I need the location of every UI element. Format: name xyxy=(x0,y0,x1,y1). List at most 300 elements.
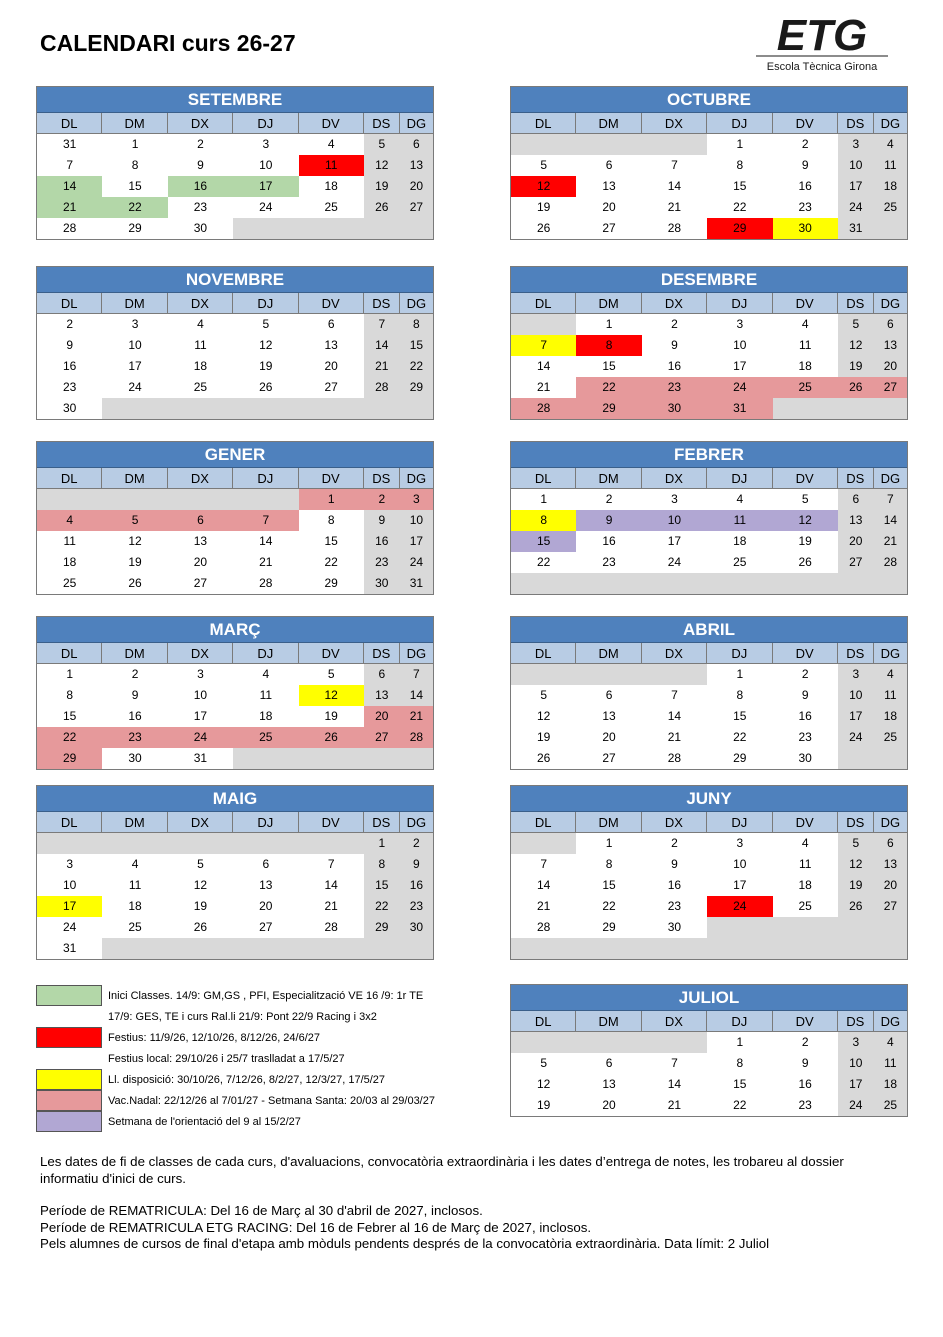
day-cell: 8 xyxy=(400,314,433,335)
day-cell xyxy=(233,398,298,419)
day-cell: 19 xyxy=(838,356,874,377)
day-cell xyxy=(773,938,838,959)
day-cell: 4 xyxy=(874,134,907,155)
day-cell: 6 xyxy=(605,688,613,702)
day-cell: 7 xyxy=(671,158,678,172)
day-cell: 17 xyxy=(400,531,433,552)
legend-text: Vac.Nadal: 22/12/26 al 7/01/27 - Setmana Santa: 20/03 al 29/03/27 xyxy=(108,1094,435,1107)
day-cell: 1 xyxy=(540,492,548,506)
week-row xyxy=(37,938,433,959)
day-cell: 26 xyxy=(798,555,812,569)
weekday-label: DM xyxy=(102,293,167,313)
day-cell: 2 xyxy=(131,667,139,681)
day-cell: 25 xyxy=(798,899,812,913)
week-row xyxy=(511,854,907,875)
legend-row xyxy=(36,1069,506,1090)
day-cell: 10 xyxy=(642,510,707,531)
day-cell: 19 xyxy=(798,534,812,548)
day-cell: 26 xyxy=(128,576,142,590)
day-cell: 27 xyxy=(400,197,433,218)
weekday-label: DM xyxy=(102,643,167,663)
weekday-label: DL xyxy=(511,1011,576,1031)
day-cell xyxy=(168,398,233,419)
day-cell: 11 xyxy=(874,155,907,176)
day-cell: 13 xyxy=(364,685,400,706)
day-cell: 21 xyxy=(667,1098,682,1112)
weekday-label: DJ xyxy=(233,293,298,313)
weekday-label: DS xyxy=(838,468,874,488)
weekday-label: DJ xyxy=(233,113,298,133)
day-cell: 25 xyxy=(128,920,142,934)
day-cell: 8 xyxy=(576,335,641,356)
day-cell: 25 xyxy=(63,576,77,590)
day-cell xyxy=(707,573,772,594)
weekday-label: DS xyxy=(364,468,400,488)
day-cell: 21 xyxy=(667,730,682,744)
day-cell: 12 xyxy=(259,338,273,352)
month-calendar xyxy=(36,616,434,770)
day-cell xyxy=(576,1032,641,1053)
day-cell: 8 xyxy=(736,158,744,172)
weekday-label: DV xyxy=(773,113,838,133)
week-row xyxy=(37,531,433,552)
day-cell xyxy=(299,938,364,959)
day-cell: 18 xyxy=(259,709,273,723)
day-cell: 15 xyxy=(324,534,338,548)
day-cell: 6 xyxy=(262,857,270,871)
day-cell: 4 xyxy=(262,667,270,681)
day-cell: 5 xyxy=(540,688,548,702)
day-cell: 14 xyxy=(400,685,433,706)
day-cell: 15 xyxy=(733,1077,747,1091)
legend-swatch xyxy=(36,1111,102,1132)
day-cell xyxy=(364,398,400,419)
day-cell: 6 xyxy=(364,664,400,685)
note-dates: Les dates de fi de classes de cada curs, d'avaluacions, convocatòria extraordinària i les dates d’entrega de notes, les trobareu al dossier informatiu d'inici de curs. xyxy=(40,1154,844,1186)
day-cell: 23 xyxy=(798,200,812,214)
weekday-label: DJ xyxy=(707,113,772,133)
day-cell xyxy=(400,398,433,419)
day-cell: 30 xyxy=(400,917,433,938)
day-cell: 23 xyxy=(102,727,167,748)
day-cell: 19 xyxy=(537,730,551,744)
week-row xyxy=(511,875,907,896)
day-cell: 22 xyxy=(733,1098,747,1112)
day-cell: 22 xyxy=(324,555,338,569)
day-cell xyxy=(642,573,707,594)
week-row xyxy=(511,531,907,552)
day-cell: 11 xyxy=(128,878,142,892)
weekday-label: DS xyxy=(838,643,874,663)
day-cell: 26 xyxy=(838,377,874,398)
weekday-label: DJ xyxy=(707,643,772,663)
weekday-label: DJ xyxy=(233,812,298,832)
day-cell: 10 xyxy=(193,688,208,702)
day-cell: 23 xyxy=(602,555,616,569)
weekday-label: DL xyxy=(37,293,102,313)
day-cell xyxy=(400,218,433,239)
day-cell: 4 xyxy=(736,492,744,506)
week-row xyxy=(37,356,433,377)
day-cell xyxy=(364,218,400,239)
day-cell: 13 xyxy=(602,179,616,193)
day-cell: 3 xyxy=(400,489,433,510)
note-data-limit: Pels alumnes de cursos de final d'etapa amb mòduls pendents després de la convocatòria extraordinària. Data límit: 2 Juliol xyxy=(40,1236,770,1251)
day-cell: 10 xyxy=(733,857,747,871)
week-row xyxy=(37,706,433,727)
weekday-label: DG xyxy=(406,815,427,830)
weekday-header xyxy=(37,812,433,833)
month-name: FEBRER xyxy=(511,442,907,468)
day-cell: 9 xyxy=(131,688,139,702)
week-row xyxy=(511,1053,907,1074)
day-cell: 3 xyxy=(262,137,270,151)
week-row xyxy=(511,664,907,685)
weekday-label: DX xyxy=(642,293,707,313)
day-cell: 14 xyxy=(364,335,400,356)
logo-subtitle: Escola Tècnica Girona xyxy=(766,61,878,73)
weekday-label: DX xyxy=(642,113,707,133)
weekday-header xyxy=(37,113,433,134)
legend-text: Setmana de l'orientació del 9 al 15/2/27 xyxy=(108,1115,301,1128)
day-cell: 23 xyxy=(400,896,433,917)
day-cell: 29 xyxy=(602,920,616,934)
day-cell: 21 xyxy=(874,531,907,552)
weekday-label: DM xyxy=(102,468,167,488)
day-cell: 20 xyxy=(874,875,907,896)
legend-row xyxy=(36,1048,506,1069)
day-cell: 8 xyxy=(66,688,74,702)
day-cell: 17 xyxy=(193,709,208,723)
week-row xyxy=(37,875,433,896)
week-row xyxy=(511,176,907,197)
day-cell: 17 xyxy=(838,176,874,197)
week-row xyxy=(37,218,433,239)
week-row xyxy=(37,917,433,938)
weekday-label: DJ xyxy=(707,293,772,313)
month-name: NOVEMBRE xyxy=(37,267,433,293)
weekday-label: DV xyxy=(773,293,838,313)
day-cell: 7 xyxy=(540,857,548,871)
weekday-label: DL xyxy=(511,643,576,663)
day-cell: 30 xyxy=(193,221,208,235)
month-name: GENER xyxy=(37,442,433,468)
day-cell xyxy=(642,1032,707,1053)
day-cell: 15 xyxy=(733,179,747,193)
day-cell: 14 xyxy=(874,510,907,531)
weekday-label: DG xyxy=(880,1014,901,1029)
month-name: OCTUBRE xyxy=(511,87,907,113)
day-cell: 6 xyxy=(605,158,613,172)
day-cell: 28 xyxy=(667,751,682,765)
legend-swatch xyxy=(36,1048,102,1069)
day-cell: 11 xyxy=(63,534,76,548)
day-cell xyxy=(168,938,233,959)
day-cell: 29 xyxy=(400,377,433,398)
day-cell: 20 xyxy=(602,200,616,214)
day-cell: 20 xyxy=(838,531,874,552)
day-cell: 6 xyxy=(400,134,433,155)
day-cell: 9 xyxy=(66,338,74,352)
day-cell: 27 xyxy=(602,221,616,235)
weekday-header xyxy=(37,643,433,664)
week-row xyxy=(511,685,907,706)
month-calendar xyxy=(510,441,908,595)
weekday-label: DG xyxy=(880,296,901,311)
week-row xyxy=(511,1095,907,1116)
day-cell xyxy=(233,489,298,510)
day-cell: 29 xyxy=(576,398,641,419)
month-name: JUNY xyxy=(511,786,907,812)
day-cell: 26 xyxy=(838,896,874,917)
week-row xyxy=(511,314,907,335)
week-row xyxy=(511,377,907,398)
day-cell: 29 xyxy=(37,748,102,769)
day-cell: 5 xyxy=(197,857,204,871)
day-cell: 14 xyxy=(324,878,338,892)
day-cell: 7 xyxy=(66,158,74,172)
day-cell: 20 xyxy=(324,359,338,373)
week-row xyxy=(37,664,433,685)
weekday-label: DM xyxy=(576,643,641,663)
day-cell xyxy=(102,833,167,854)
day-cell: 20 xyxy=(874,356,907,377)
week-row xyxy=(37,510,433,531)
weekday-label: DG xyxy=(406,296,427,311)
month-calendar xyxy=(36,785,434,960)
day-cell: 26 xyxy=(537,751,551,765)
day-cell: 9 xyxy=(801,688,809,702)
weekday-label: DS xyxy=(364,293,400,313)
week-row xyxy=(511,155,907,176)
week-row xyxy=(511,218,907,239)
week-row xyxy=(37,335,433,356)
day-cell: 12 xyxy=(128,534,142,548)
day-cell xyxy=(400,748,433,769)
day-cell xyxy=(37,489,102,510)
day-cell: 1 xyxy=(364,833,400,854)
day-cell: 10 xyxy=(838,155,874,176)
day-cell: 10 xyxy=(733,338,747,352)
day-cell: 14 xyxy=(667,709,682,723)
page-title: CALENDARI curs 26-27 xyxy=(40,30,296,56)
legend-row xyxy=(36,985,506,1006)
day-cell: 18 xyxy=(63,555,77,569)
week-row xyxy=(37,314,433,335)
week-row xyxy=(37,176,433,197)
day-cell: 20 xyxy=(602,1098,616,1112)
weekday-label: DM xyxy=(576,1011,641,1031)
day-cell xyxy=(773,917,838,938)
day-cell: 8 xyxy=(364,854,400,875)
day-cell: 14 xyxy=(537,878,551,892)
week-row xyxy=(37,552,433,573)
day-cell xyxy=(168,489,233,510)
weekday-label: DV xyxy=(299,113,364,133)
weekday-label: DJ xyxy=(707,1011,772,1031)
weekday-label: DL xyxy=(511,293,576,313)
week-row xyxy=(511,727,907,748)
month-name: DESEMBRE xyxy=(511,267,907,293)
day-cell: 21 xyxy=(537,380,551,394)
day-cell: 24 xyxy=(838,1095,874,1116)
weekday-label: DS xyxy=(838,812,874,832)
weekday-label: DS xyxy=(838,293,874,313)
weekday-label: DX xyxy=(168,812,233,832)
weekday-label: DV xyxy=(299,643,364,663)
day-cell: 22 xyxy=(576,377,641,398)
weekday-label: DS xyxy=(364,113,400,133)
day-cell: 29 xyxy=(324,576,338,590)
weekday-header xyxy=(37,468,433,489)
day-cell: 28 xyxy=(511,398,576,419)
day-cell: 2 xyxy=(801,667,809,681)
day-cell: 11 xyxy=(798,338,812,352)
week-row xyxy=(37,398,433,419)
weekday-label: DS xyxy=(364,643,400,663)
day-cell: 15 xyxy=(364,875,400,896)
day-cell: 4 xyxy=(197,317,204,331)
day-cell: 9 xyxy=(576,510,641,531)
week-row xyxy=(37,727,433,748)
day-cell xyxy=(642,938,707,959)
day-cell: 14 xyxy=(667,179,682,193)
etg-logo xyxy=(752,14,892,76)
day-cell: 10 xyxy=(63,878,77,892)
day-cell: 20 xyxy=(364,706,400,727)
week-row xyxy=(37,685,433,706)
day-cell xyxy=(773,573,838,594)
day-cell: 11 xyxy=(874,685,907,706)
day-cell: 10 xyxy=(259,158,273,172)
day-cell: 4 xyxy=(327,137,335,151)
day-cell: 11 xyxy=(874,1053,907,1074)
weekday-header xyxy=(511,468,907,489)
legend-swatch xyxy=(36,1090,102,1111)
day-cell: 21 xyxy=(667,200,682,214)
day-cell: 8 xyxy=(511,510,576,531)
day-cell: 18 xyxy=(874,176,907,197)
week-row xyxy=(511,938,907,959)
day-cell: 3 xyxy=(66,857,74,871)
day-cell: 16 xyxy=(667,359,682,373)
day-cell: 20 xyxy=(193,555,208,569)
day-cell: 18 xyxy=(798,878,812,892)
day-cell: 13 xyxy=(193,534,208,548)
day-cell: 17 xyxy=(667,534,682,548)
day-cell: 5 xyxy=(364,134,400,155)
day-cell xyxy=(37,833,102,854)
day-cell: 16 xyxy=(128,709,142,723)
day-cell: 24 xyxy=(838,197,874,218)
day-cell: 28 xyxy=(324,920,338,934)
day-cell: 1 xyxy=(605,836,613,850)
day-cell: 14 xyxy=(259,534,273,548)
day-cell: 24 xyxy=(400,552,433,573)
day-cell: 1 xyxy=(299,489,364,510)
day-cell: 4 xyxy=(874,1032,907,1053)
day-cell xyxy=(838,398,874,419)
day-cell: 22 xyxy=(733,200,747,214)
day-cell: 26 xyxy=(364,197,400,218)
weekday-header xyxy=(511,293,907,314)
day-cell: 24 xyxy=(707,377,772,398)
weekday-label: DV xyxy=(773,1011,838,1031)
weekday-label: DJ xyxy=(707,812,772,832)
day-cell xyxy=(642,664,707,685)
day-cell: 28 xyxy=(63,221,77,235)
day-cell: 13 xyxy=(400,155,433,176)
weekday-label: DL xyxy=(37,643,102,663)
weekday-label: DX xyxy=(168,113,233,133)
weekday-label: DG xyxy=(880,471,901,486)
day-cell: 27 xyxy=(874,896,907,917)
day-cell: 20 xyxy=(400,176,433,197)
day-cell: 16 xyxy=(400,875,433,896)
weekday-label: DJ xyxy=(233,468,298,488)
weekday-label: DJ xyxy=(233,643,298,663)
day-cell: 6 xyxy=(168,510,233,531)
week-row xyxy=(37,155,433,176)
day-cell: 7 xyxy=(233,510,298,531)
day-cell: 5 xyxy=(262,317,270,331)
day-cell: 28 xyxy=(667,221,682,235)
legend-row xyxy=(36,1006,506,1027)
week-row xyxy=(37,134,433,155)
weekday-label: DS xyxy=(838,1011,874,1031)
day-cell: 3 xyxy=(131,317,139,331)
day-cell xyxy=(364,938,400,959)
day-cell: 3 xyxy=(838,1032,874,1053)
day-cell: 21 xyxy=(37,197,102,218)
day-cell: 25 xyxy=(193,380,208,394)
day-cell: 2 xyxy=(671,836,678,850)
legend-row xyxy=(36,1027,506,1048)
day-cell: 7 xyxy=(874,489,907,510)
weekday-label: DM xyxy=(576,468,641,488)
day-cell: 23 xyxy=(667,899,682,913)
day-cell xyxy=(511,134,576,155)
week-row xyxy=(511,134,907,155)
day-cell xyxy=(511,938,576,959)
day-cell: 8 xyxy=(736,688,744,702)
day-cell: 24 xyxy=(128,380,142,394)
month-calendar xyxy=(36,86,434,240)
day-cell: 18 xyxy=(874,706,907,727)
day-cell xyxy=(576,573,641,594)
day-cell: 11 xyxy=(194,338,207,352)
day-cell xyxy=(102,489,167,510)
week-row xyxy=(511,896,907,917)
day-cell: 22 xyxy=(102,197,167,218)
day-cell: 7 xyxy=(400,664,433,685)
day-cell: 3 xyxy=(197,667,204,681)
weekday-label: DM xyxy=(576,113,641,133)
day-cell: 14 xyxy=(667,1077,682,1091)
day-cell: 7 xyxy=(511,335,576,356)
day-cell xyxy=(838,938,874,959)
day-cell: 30 xyxy=(798,751,812,765)
day-cell: 18 xyxy=(733,534,747,548)
day-cell: 19 xyxy=(537,200,551,214)
weekday-label: DV xyxy=(773,643,838,663)
day-cell: 8 xyxy=(327,513,335,527)
day-cell: 23 xyxy=(193,200,208,214)
day-cell: 29 xyxy=(707,218,772,239)
day-cell: 26 xyxy=(299,727,364,748)
day-cell: 12 xyxy=(838,854,874,875)
day-cell: 2 xyxy=(400,833,433,854)
